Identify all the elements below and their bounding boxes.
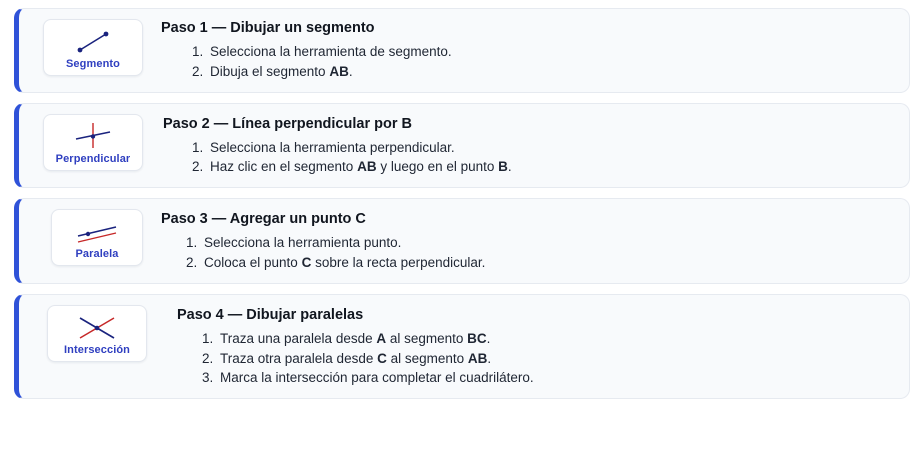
tool-card-segmento[interactable]	[43, 19, 143, 76]
tool-label: Perpendicular	[55, 152, 131, 165]
step-instruction-list	[161, 42, 897, 81]
instruction-emphasis: C	[301, 254, 312, 270]
step-instruction-list	[161, 233, 897, 272]
instruction-text-mid: al segmento	[386, 330, 468, 346]
instruction-emphasis: AB	[329, 63, 349, 79]
instruction-text-tail: .	[348, 63, 353, 79]
instruction-text: Haz clic en el segmento	[210, 159, 358, 175]
intersection-icon	[64, 312, 130, 342]
instruction-text: Selecciona la herramienta punto.	[204, 235, 402, 251]
list-item	[217, 349, 897, 369]
list-item	[217, 368, 897, 388]
instruction-emphasis-2: BC	[467, 330, 487, 346]
instruction-emphasis: C	[377, 350, 387, 366]
tool-card-perpendicular[interactable]	[43, 114, 143, 171]
instruction-emphasis-2: AB	[467, 350, 488, 366]
step-card-4	[14, 294, 910, 399]
perpendicular-icon	[60, 121, 126, 151]
list-item	[201, 233, 897, 253]
step-title: Paso 2 — Línea perpendicular por B	[163, 115, 412, 132]
step-title: Paso 3 — Agregar un punto C	[161, 211, 366, 228]
parallel-icon	[64, 216, 130, 246]
instruction-text-tail: .	[487, 350, 492, 366]
instruction-text-mid: y luego en el punto	[376, 159, 499, 175]
instruction-text: Marca la intersección para completar el cuadrilátero.	[220, 370, 534, 386]
tool-label: Intersección	[63, 343, 130, 356]
instruction-text-tail: sobre la recta perpendicular.	[311, 254, 486, 270]
step-title: Paso 1 — Dibujar un segmento	[161, 20, 375, 36]
list-item	[207, 62, 897, 82]
step-body	[161, 114, 897, 178]
list-item	[207, 157, 897, 177]
step-body	[165, 305, 897, 388]
instruction-emphasis: AB	[357, 159, 377, 175]
step-card-2	[14, 103, 910, 189]
tool-card-paralela[interactable]	[51, 209, 143, 266]
step-body	[161, 209, 897, 273]
tool-label: Paralela	[75, 248, 119, 261]
instruction-text: Dibuja el segmento	[210, 63, 330, 79]
instruction-text: Traza una paralela desde	[220, 330, 377, 346]
instruction-text-tail: .	[486, 330, 491, 346]
step-body	[161, 19, 897, 82]
instruction-text: Selecciona la herramienta perpendicular.	[210, 139, 455, 155]
list-item	[207, 42, 897, 62]
instruction-text: Traza otra paralela desde	[220, 350, 378, 366]
instruction-text-mid: al segmento	[386, 350, 468, 366]
list-item	[201, 253, 897, 273]
instruction-text-tail: .	[507, 159, 512, 175]
instruction-emphasis: A	[376, 330, 387, 346]
step-card-1	[14, 8, 910, 93]
step-title: Paso 4 — Dibujar paralelas	[177, 306, 364, 323]
step-instruction-list	[165, 329, 897, 388]
list-item	[207, 138, 897, 158]
list-item	[217, 329, 897, 349]
instruction-emphasis-2: B	[498, 159, 508, 175]
step-card-3	[14, 198, 910, 284]
segment-icon	[60, 26, 126, 56]
tool-label: Segmento	[66, 58, 120, 70]
instruction-text: Coloca el punto	[204, 254, 302, 270]
tool-card-interseccion[interactable]	[47, 305, 147, 362]
step-instruction-list	[161, 138, 897, 177]
instruction-text: Selecciona la herramienta de segmento.	[210, 44, 452, 60]
